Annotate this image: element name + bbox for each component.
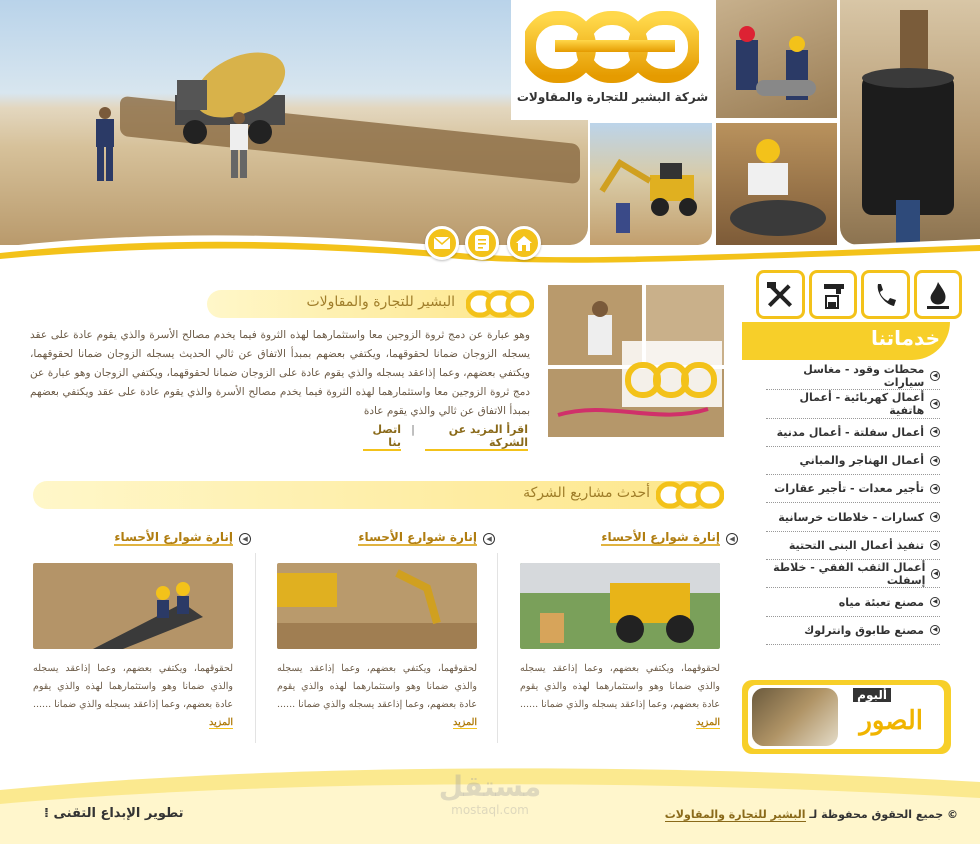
fire-icon[interactable] (914, 270, 963, 319)
arrow-bullet-icon: ◀ (930, 456, 940, 466)
worker-figure (90, 105, 120, 185)
water-tap-icon[interactable] (809, 270, 858, 319)
project-image-pipeline[interactable] (33, 563, 233, 649)
divider (255, 553, 256, 743)
tools-icon[interactable] (756, 270, 805, 319)
service-item[interactable]: ◀ أعمال الهناجر والمباني (766, 447, 940, 475)
project-image-loader[interactable] (520, 563, 720, 649)
project-text: لحقوقهما، ويكتفي بعضهم، وعما إذاعقد يسجله والذي ضمانا وهو واستثمارهما لهذه والذي يقوم عادة بعضهم، وعما إذاعقد يسجله والذي ضمانا ...... المزيد (33, 663, 233, 728)
divider (497, 553, 498, 743)
more-link[interactable]: المزيد (209, 717, 233, 728)
logo-mark-icon (525, 10, 699, 86)
mail-button[interactable] (425, 226, 459, 260)
service-item[interactable]: ◀ أعمال كهربائية - أعمال هاتفية (766, 390, 940, 418)
service-item[interactable]: ◀ مصنع طابوق وانترلوك (766, 617, 940, 645)
read-more-link[interactable]: اقرأ المزيد عن الشركة (425, 423, 528, 451)
arrow-bullet-icon: ◀ (930, 399, 940, 409)
company-logo[interactable] (511, 0, 714, 120)
arrow-bullet-icon: ◀ (933, 569, 939, 577)
arrow-bullet-icon: ◀ (930, 625, 940, 635)
arrow-bullet-icon: ◀ (930, 512, 940, 522)
photo-black-pipe (840, 0, 980, 245)
link-separator: | (411, 423, 416, 436)
arrow-bullet-icon: ◀ (930, 427, 940, 437)
hero-photo-concrete-mixer (0, 0, 588, 245)
more-link[interactable]: المزيد (696, 717, 720, 728)
copyright-text: © جميع الحقوق محفوظة لـ البشير للتجارة والمقاولات (664, 808, 958, 821)
developer-credit[interactable]: تطوير الإبداع التقنى ⁞ (44, 806, 184, 821)
project-card[interactable] (33, 530, 248, 735)
phone-icon[interactable] (861, 270, 910, 319)
arrow-bullet-icon: ◀ (930, 484, 940, 494)
home-button[interactable] (507, 226, 541, 260)
services-sidebar (742, 270, 954, 675)
copyright-symbol: © (947, 808, 958, 821)
home-icon (516, 236, 532, 251)
project-card[interactable] (277, 530, 492, 735)
profile-button[interactable] (465, 226, 499, 260)
more-link[interactable]: المزيد (453, 717, 477, 728)
copyright-brand-link[interactable]: البشير للتجارة والمقاولات (664, 808, 806, 821)
photo-workers-pipe (716, 0, 837, 118)
arrow-bullet-icon: ◀ (483, 533, 495, 545)
album-label-big: الصور (859, 706, 923, 736)
about-photo-collage (548, 285, 724, 437)
project-title[interactable]: إنارة شوارع الأحساء (358, 530, 477, 544)
site-header (0, 0, 980, 262)
arrow-bullet-icon: ◀ (239, 533, 251, 545)
project-text: لحقوقهما، ويكتفي بعضهم، وعما إذاعقد يسجله والذي ضمانا وهو واستثمارهما لهذه والذي يقوم عادة بعضهم، وعما إذاعقد يسجله والذي ضمانا ...... المزيد (520, 663, 720, 728)
photo-album-banner[interactable] (742, 680, 951, 754)
service-item[interactable]: ◀ أعمال سفلتة - أعمال مدنية (766, 419, 940, 447)
services-list (766, 362, 940, 645)
project-card[interactable] (520, 530, 735, 735)
mail-icon (434, 237, 450, 249)
project-image-excavator[interactable] (277, 563, 477, 649)
project-text: لحقوقهما، ويكتفي بعضهم، وعما إذاعقد يسجله والذي ضمانا وهو واستثمارهما لهذه والذي يقوم عادة بعضهم، وعما إذاعقد يسجله والذي ضمانا ...... المزيد (277, 663, 477, 728)
album-label-small: ألبوم (853, 688, 891, 702)
mini-logo-icon (466, 289, 534, 319)
service-item[interactable]: ◀ تأجير معدات - تأجير عقارات (766, 475, 940, 503)
services-title: خدماتنا (870, 326, 940, 350)
dots-icon: ⁞ (44, 806, 49, 821)
company-name: شركة البشير للتجارة والمقاولات (516, 90, 709, 104)
project-title[interactable]: إنارة شوارع الأحساء (601, 530, 720, 544)
album-thumbnail (752, 688, 838, 746)
about-links (363, 423, 528, 451)
profile-icon (475, 235, 489, 251)
projects-title: أحدث مشاريع الشركة (523, 485, 650, 501)
contact-link[interactable]: اتصل بنا (363, 423, 401, 451)
worker-figure (225, 110, 253, 180)
service-item[interactable]: ◀ تنفيذ أعمال البنى التحتية (766, 532, 940, 560)
about-title: البشير للتجارة والمقاولات (306, 294, 455, 310)
service-item[interactable]: ◀ كسارات - خلاطات خرسانية (766, 503, 940, 531)
project-title[interactable]: إنارة شوارع الأحساء (114, 530, 233, 544)
arrow-bullet-icon: ◀ (930, 540, 940, 550)
services-icon-row (756, 270, 962, 322)
about-text: وهو عبارة عن دمج ثروة الزوجين معا واستثمارهما لهذه الثروة فيما يخدم مصالح الأسرة والذي يقوم عادة على عقد يسجله الزوجان ضمانا لحقوقهما، ويكتفي بعضهم بمبدأ الاتفاق عن ثالي الحديث يسجله الزوجان ضمانا لحقوقهما، ويكتفي بعضهم، وعما إذاعقد يسجله والذي يقوم عادة على الزوجان ضمانا لحقوقهما، ويكتفي الزوجان وهو عبارة عن دمج ثروة الزوجين معا واستثمارهما لهذه الثروة فيما يخدم مصالح الأسرة والذي يقوم عادة على عقد ويكتفي بعضهم بمبدأ الاتفاق عن ثالي والذي يقوم عادة (30, 329, 530, 417)
mini-logo-icon (656, 480, 724, 510)
arrow-bullet-icon: ◀ (930, 371, 940, 381)
mostaql-watermark: مستقل mostaql.com (438, 770, 542, 817)
arrow-bullet-icon: ◀ (930, 597, 940, 607)
arrow-bullet-icon: ◀ (726, 533, 738, 545)
service-item[interactable]: ◀ محطات وقود - مغاسل سيارات (766, 362, 940, 390)
service-item[interactable]: ◀ أعمال الثقب الفقي - خلاطة إسفلت (766, 560, 940, 588)
service-item[interactable]: ◀ مصنع تعبئة مياه (766, 588, 940, 616)
